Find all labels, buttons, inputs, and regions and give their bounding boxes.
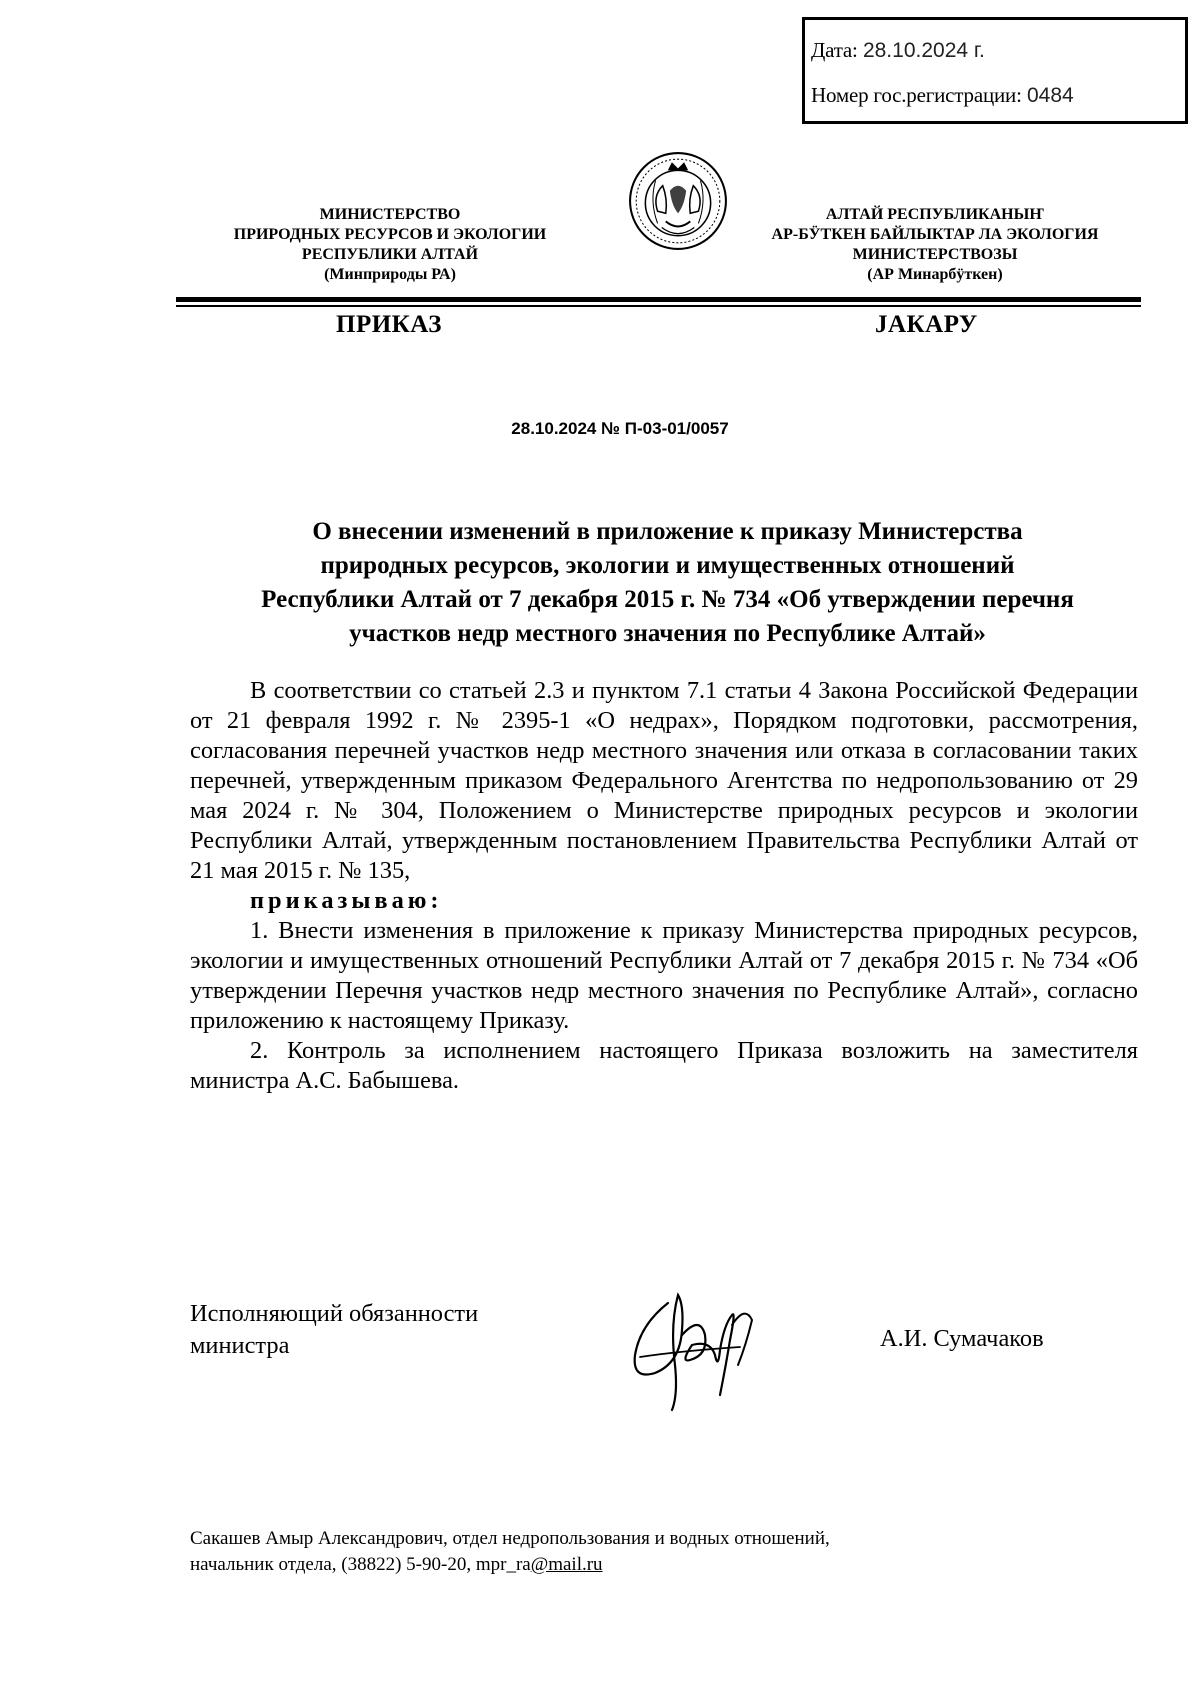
registration-number-label: Номер гос.регистрации: xyxy=(811,83,1022,107)
registration-date-value: 28.10.2024 г. xyxy=(862,39,985,62)
executor-contact-details: начальник отдела, (38822) 5-90-20, mpr_ra xyxy=(190,1554,531,1575)
signatory-role-line-1: Исполняющий обязанности xyxy=(190,1300,479,1327)
ministry-right-line-1: АЛТАЙ РЕСПУБЛИКАНЫҤ xyxy=(825,206,1045,223)
signatory-name: А.И. Сумачаков xyxy=(880,1325,1044,1352)
signatory-role xyxy=(190,1298,478,1362)
coat-of-arms-icon xyxy=(627,150,729,252)
ministry-right-line-4: (АР Минарбӱткен) xyxy=(867,266,1003,283)
executor-line-2 xyxy=(190,1552,830,1578)
executor-line-1: Сакашев Амыр Александрович, отдел недропользования и водных отношений, xyxy=(190,1528,830,1549)
document-title-line-4: участков недр местного значения по Республике Алтай» xyxy=(349,620,986,647)
order-title-altai: JАКАРУ xyxy=(875,311,978,338)
ministry-right-line-2: АР-БӰТКЕН БАЙЛЫКТАР ЛА ЭКОЛОГИЯ xyxy=(771,226,1099,243)
executor-email-link[interactable]: @mail.ru xyxy=(530,1554,603,1575)
header-divider-thin xyxy=(176,305,1141,307)
registration-box xyxy=(802,17,1188,124)
document-title xyxy=(190,515,1145,651)
order-command: приказываю: xyxy=(250,887,443,914)
ministry-name-altai xyxy=(735,205,1135,285)
handwritten-signature-icon xyxy=(620,1285,790,1415)
registration-date xyxy=(811,38,985,63)
document-body xyxy=(190,676,1138,1096)
document-title-line-1: О внесении изменений в приложение к приказу Министерства xyxy=(312,518,1023,545)
executor-contact xyxy=(190,1526,830,1578)
registration-number xyxy=(811,83,1074,108)
order-item-1: 1. Внести изменения в приложение к приказу Министерства природных ресурсов, экологии и имущественных отношений Республики Алтай от 7 декабря 2015 г. № 734 «Об утверждении Перечня участков недр местного значения по Республике Алтай», согласно приложению к настоящему Приказу. xyxy=(190,917,1138,1034)
ministry-right-line-3: МИНИСТЕРСТВОЗЫ xyxy=(852,246,1018,263)
registration-date-label: Дата: xyxy=(811,38,858,62)
ministry-left-line-3: РЕСПУБЛИКИ АЛТАЙ xyxy=(301,246,479,263)
order-title-russian: ПРИКАЗ xyxy=(336,311,442,338)
ministry-left-line-2: ПРИРОДНЫХ РЕСУРСОВ И ЭКОЛОГИИ xyxy=(233,226,547,243)
header-divider-thick xyxy=(176,297,1141,302)
order-number: 28.10.2024 № П-03-01/0057 xyxy=(511,419,729,438)
document-title-line-2: природных ресурсов, экологии и имущественных отношений xyxy=(320,552,1015,579)
preamble-paragraph: В соответствии со статьей 2.3 и пунктом 7.1 статьи 4 Закона Российской Федерации от 21 февраля 1992 г. № 2395-1 «О недрах», Порядком подготовки, рассмотрения, согласования перечней участков недр местного значения или отказа в согласовании таких перечней, утвержденным приказом Федерального Агентства по недропользованию от 29 мая 2024 г. № 304, Положением о Министерстве природных ресурсов и экологии Республики Алтай, утвержденным постановлением Правительства Республики Алтай от 21 мая 2015 г. № 135, xyxy=(190,677,1138,884)
signatory-role-line-2: министра xyxy=(190,1332,290,1359)
order-item-2: 2. Контроль за исполнением настоящего Приказа возложить на заместителя министра А.С. Бабышева. xyxy=(190,1037,1138,1094)
registration-number-value: 0484 xyxy=(1026,84,1074,107)
ministry-left-line-4: (Минприроды РА) xyxy=(324,266,456,283)
ministry-left-line-1: МИНИСТЕРСТВО xyxy=(319,206,461,223)
document-title-line-3: Республики Алтай от 7 декабря 2015 г. № 734 «Об утверждении перечня xyxy=(261,586,1074,613)
ministry-name-russian xyxy=(190,205,590,285)
